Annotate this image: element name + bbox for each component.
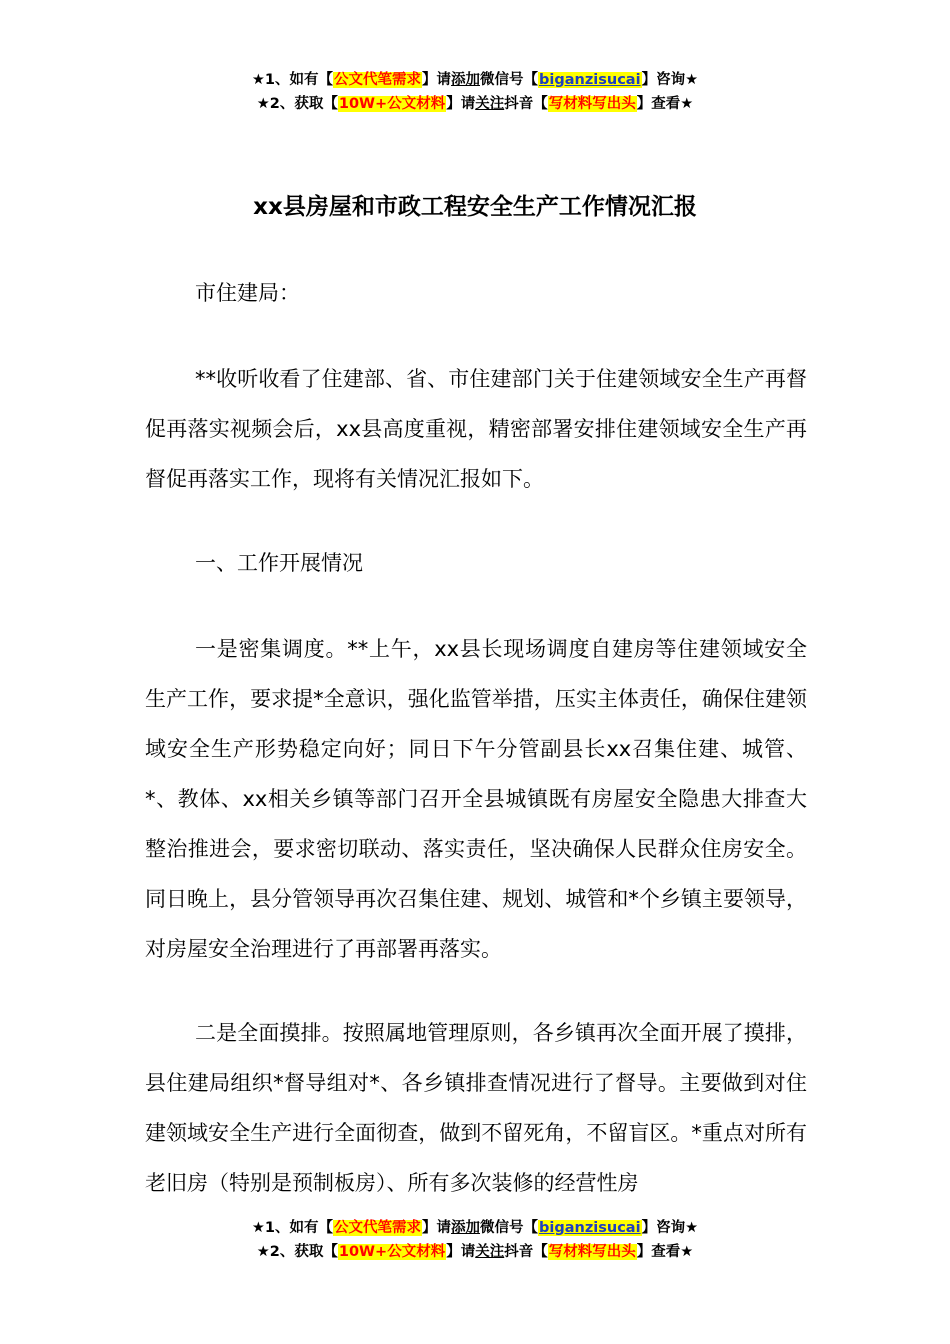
- douyin-account: 写材料写出头: [548, 96, 636, 112]
- wechat-id-link[interactable]: biganzisucai: [539, 72, 641, 88]
- banner-text: ★2、获取【: [256, 1244, 338, 1260]
- banner-text: 微信号【: [480, 72, 539, 88]
- body-paragraph: 二是全面摸排。按照属地管理原则，各乡镇再次全面开展了摸排，县住建局组织*督导组对*、各乡镇排查情况进行了督导。主要做到对住建领域安全生产进行全面彻查，做到不留死角，不留盲区。*重点对所有老旧房（特别是预制板房）、所有多次装修的经营性房: [145, 1021, 807, 1195]
- banner-text: 】咨询★: [641, 1220, 699, 1236]
- underlined-follow: 关注: [475, 96, 505, 112]
- banner-line-1: [0, 1216, 950, 1240]
- header-banner: [0, 68, 950, 116]
- douyin-account: 写材料写出头: [548, 1244, 636, 1260]
- document-title: xx县房屋和市政工程安全生产工作情况汇报: [253, 194, 697, 220]
- banner-text: ★1、如有【: [251, 72, 334, 88]
- banner-text: 】咨询★: [641, 72, 699, 88]
- intro-paragraph: **收听收看了住建部、省、市住建部门关于住建领域安全生产再督促再落实视频会后，xx县高度重视，精密部署安排住建领域安全生产再督促再落实工作，现将有关情况汇报如下。: [145, 367, 807, 491]
- underlined-follow: 关注: [475, 1244, 505, 1260]
- salutation: 市住建局：: [195, 281, 300, 305]
- banner-text: 】查看★: [636, 96, 694, 112]
- footer-banner: [0, 1216, 950, 1264]
- banner-text: ★2、获取【: [256, 96, 338, 112]
- highlight-materials: 10W+公文材料: [338, 96, 446, 112]
- banner-text: ★1、如有【: [251, 1220, 334, 1236]
- section-heading: 一、工作开展情况: [195, 551, 363, 575]
- banner-text: 】请: [422, 1220, 452, 1236]
- banner-text: 抖音【: [504, 1244, 548, 1260]
- underlined-add: 添加: [451, 1220, 481, 1236]
- banner-text: 微信号【: [480, 1220, 539, 1236]
- banner-text: 抖音【: [504, 96, 548, 112]
- wechat-id-link[interactable]: biganzisucai: [539, 1220, 641, 1236]
- banner-line-2: [0, 92, 950, 116]
- banner-line-2: [0, 1240, 950, 1264]
- highlight-service: 公文代笔需求: [334, 1220, 422, 1236]
- underlined-add: 添加: [451, 72, 481, 88]
- banner-text: 】请: [422, 72, 452, 88]
- highlight-service: 公文代笔需求: [334, 72, 422, 88]
- banner-line-1: [0, 68, 950, 92]
- banner-text: 】请: [446, 96, 476, 112]
- banner-text: 】查看★: [636, 1244, 694, 1260]
- banner-text: 】请: [446, 1244, 476, 1260]
- body-paragraph: 一是密集调度。**上午，xx县长现场调度自建房等住建领域安全生产工作，要求提*全意识，强化监管举措，压实主体责任，确保住建领域安全生产形势稳定向好；同日下午分管副县长xx召集住建、城管、*、教体、xx相关乡镇等部门召开全县城镇既有房屋安全隐患大排查大整治推进会，要求密切联动、落实责任，坚决确保人民群众住房安全。同日晚上，县分管领导再次召集住建、规划、城管和*个乡镇主要领导，对房屋安全治理进行了再部署再落实。: [145, 637, 807, 961]
- highlight-materials: 10W+公文材料: [338, 1244, 446, 1260]
